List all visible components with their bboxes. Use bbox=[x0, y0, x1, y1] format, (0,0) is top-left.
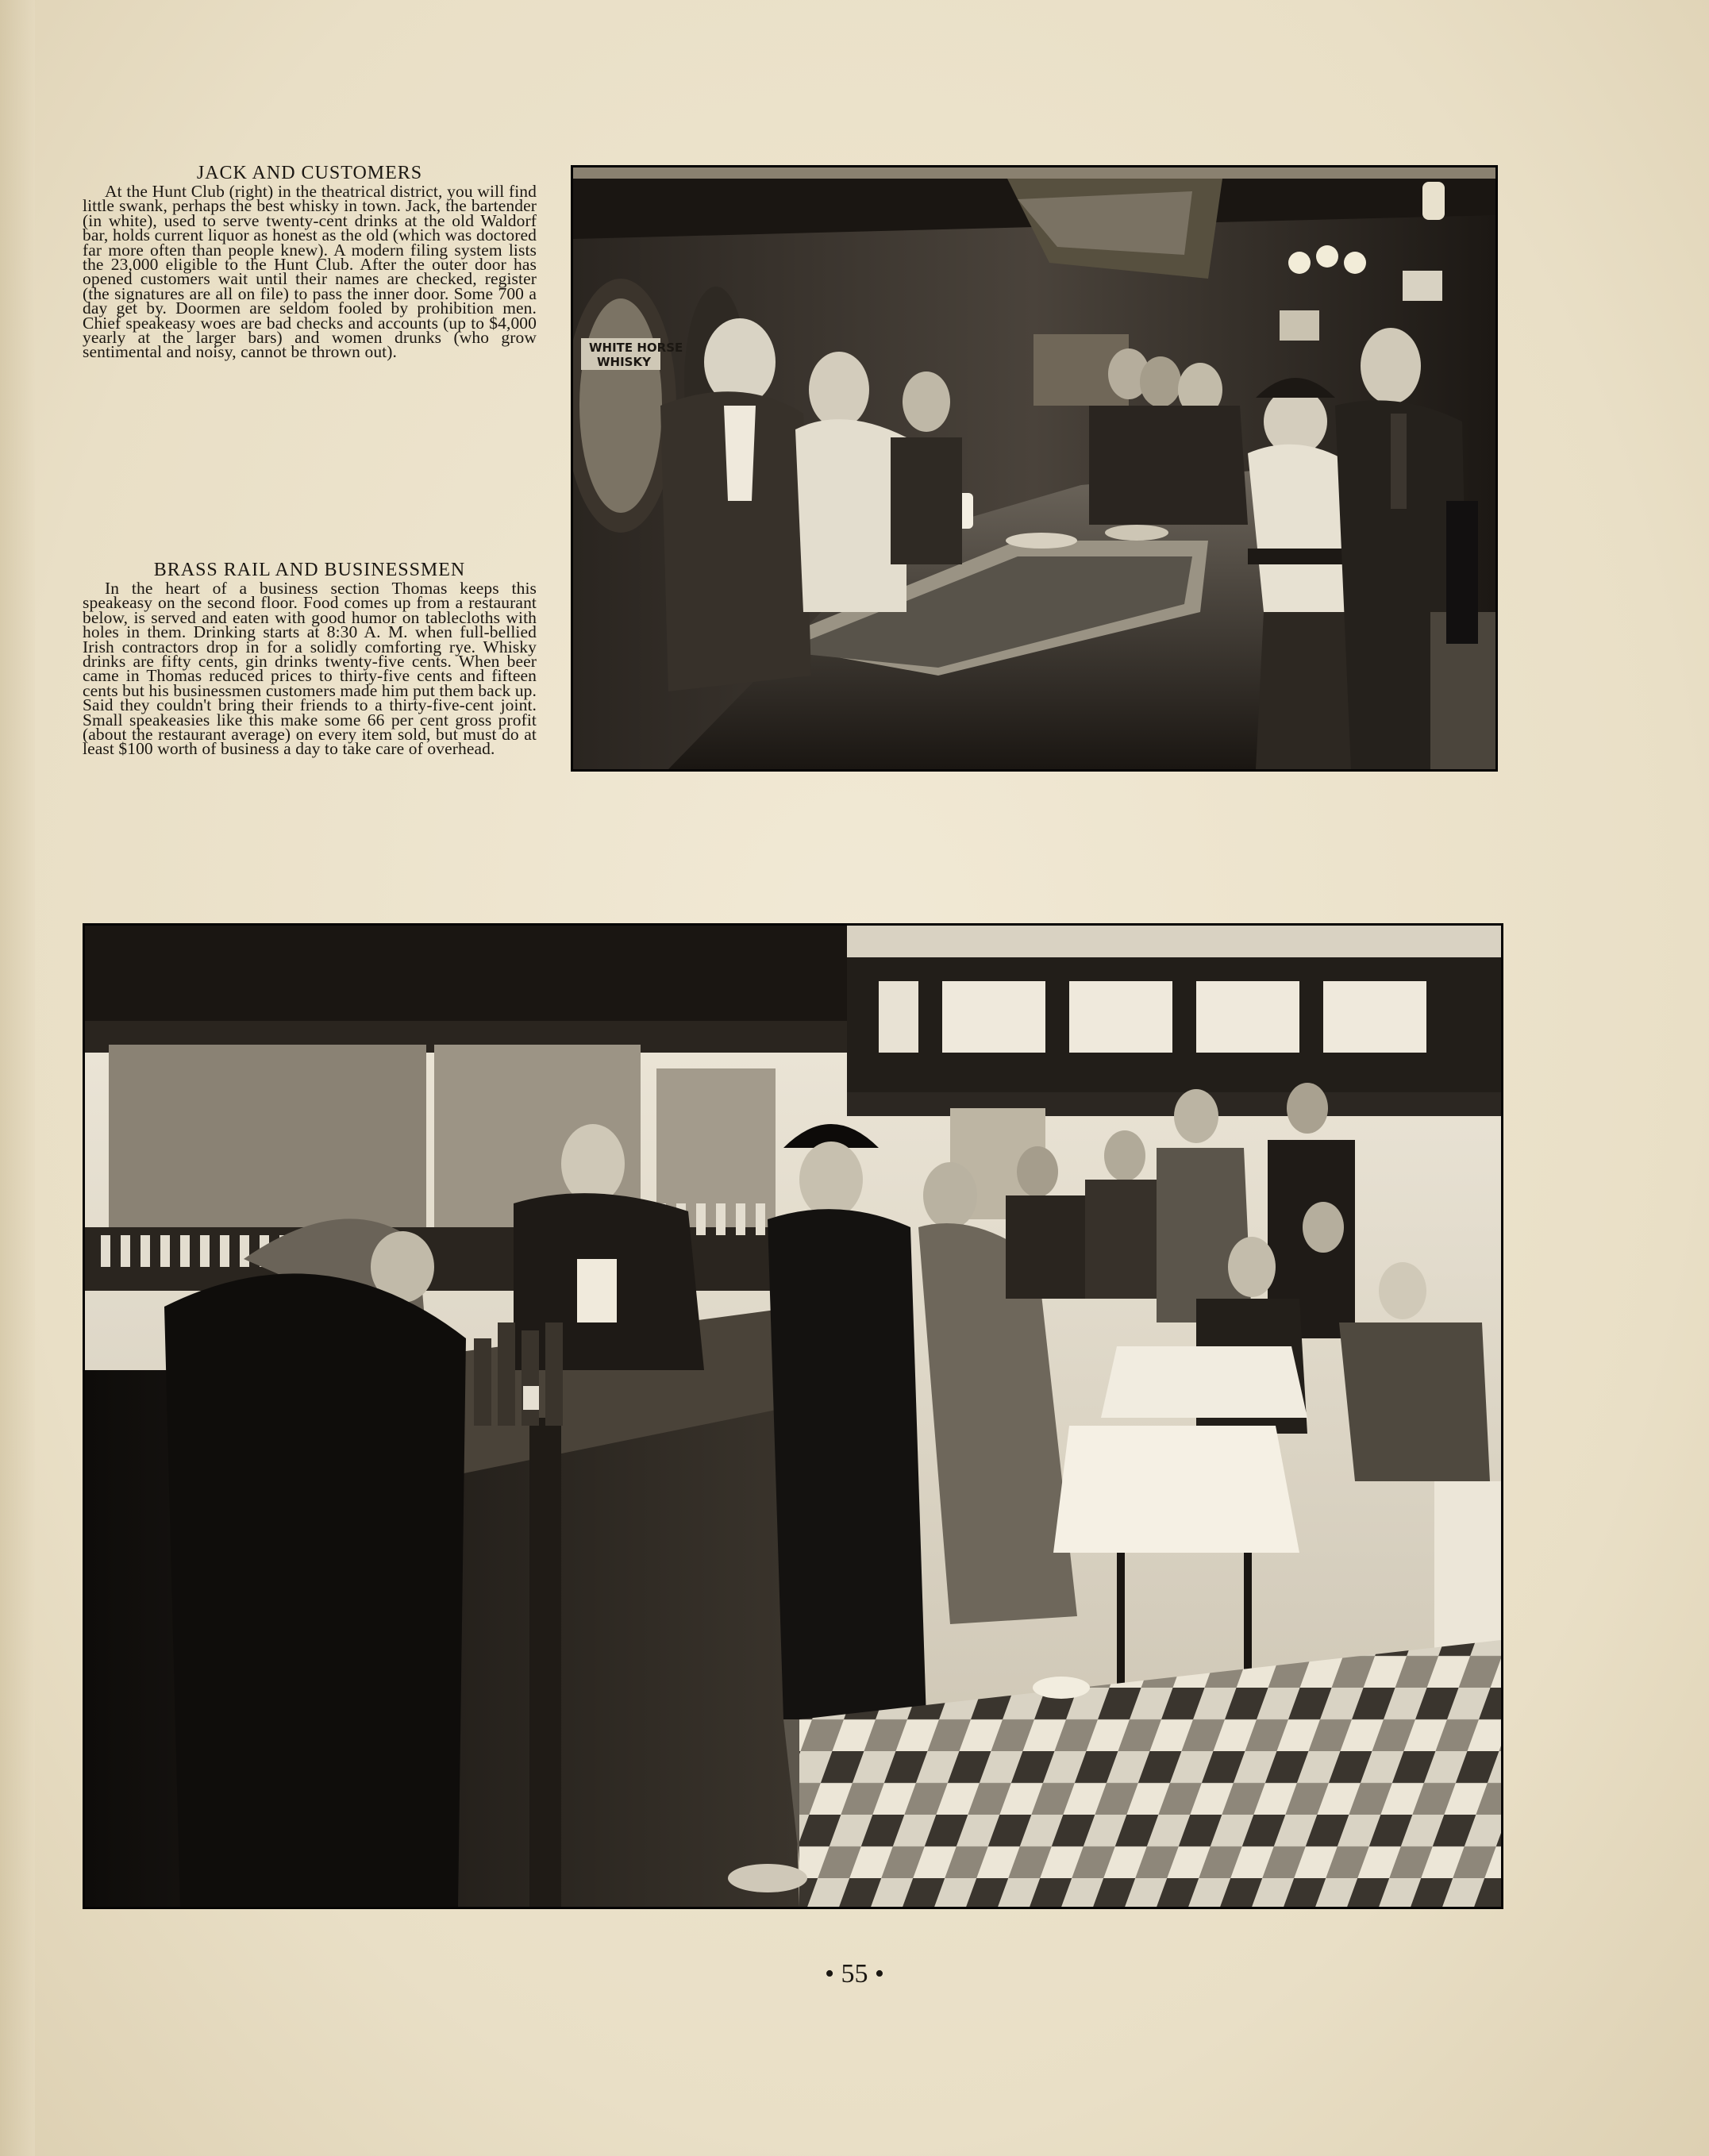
story-brass-rail bbox=[83, 560, 537, 757]
photo-brass-rail-bar bbox=[83, 923, 1503, 1909]
story-body: In the heart of a business section Thomas keeps this speakeasy on the second floor. Food comes up from a restaurant below, is served and eaten with good humor on tablecloths with holes in them. Drinking starts at 8:30 A. M. when full-bellied Irish contractors drop in for a solidly comforting rye. Whisky drinks are fifty cents, gin drinks twenty-five cents. When beer came in Thomas reduced prices to thirty-five cents and fifteen cents but his businessmen customers made him put them back up. Said they couldn't bring their friends to a thirty-five-cent joint. Small speakeasies like this make some 66 per cent gross profit (about the restaurant average) on every item sold, but must do at least $100 worth of business a day to take care of overhead. bbox=[83, 579, 537, 759]
page-number: • 55 • bbox=[825, 1959, 884, 1989]
page-gutter-shadow bbox=[0, 0, 35, 2156]
story-heading: BRASS RAIL AND BUSINESSMEN bbox=[153, 560, 466, 580]
photo-hunt-club-bar bbox=[571, 165, 1498, 772]
photo-brass-rail-image bbox=[85, 926, 1501, 1907]
whisky-sign-line2: WHISKY bbox=[597, 355, 651, 369]
whisky-sign-line1: WHITE HORSE bbox=[589, 341, 683, 355]
story-body: At the Hunt Club (right) in the theatrical district, you will find little swank, perhaps the best whisky in town. Jack, the bartender (in white), used to serve twenty-cent drinks at the old Waldorf bar, holds current liquor as honest as the old (which was doctored far more often than people knew). A modern filing system lists the 23,000 eligible to the Hunt Club. After the outer door has opened customers wait until their names are checked, register (the signatures are all on file) to pass the inner door. Some 700 a day get by. Doormen are seldom fooled by prohibition men. Chief speakeasy woes are bad checks and accounts (up to $4,000 yearly at the larger bars) and women drunks (who grow sentimental and noisy, cannot be thrown out). bbox=[83, 182, 537, 362]
story-heading: JACK AND CUSTOMERS bbox=[196, 163, 423, 183]
photo-hunt-club-image bbox=[573, 167, 1495, 769]
story-jack-and-customers bbox=[83, 164, 537, 360]
